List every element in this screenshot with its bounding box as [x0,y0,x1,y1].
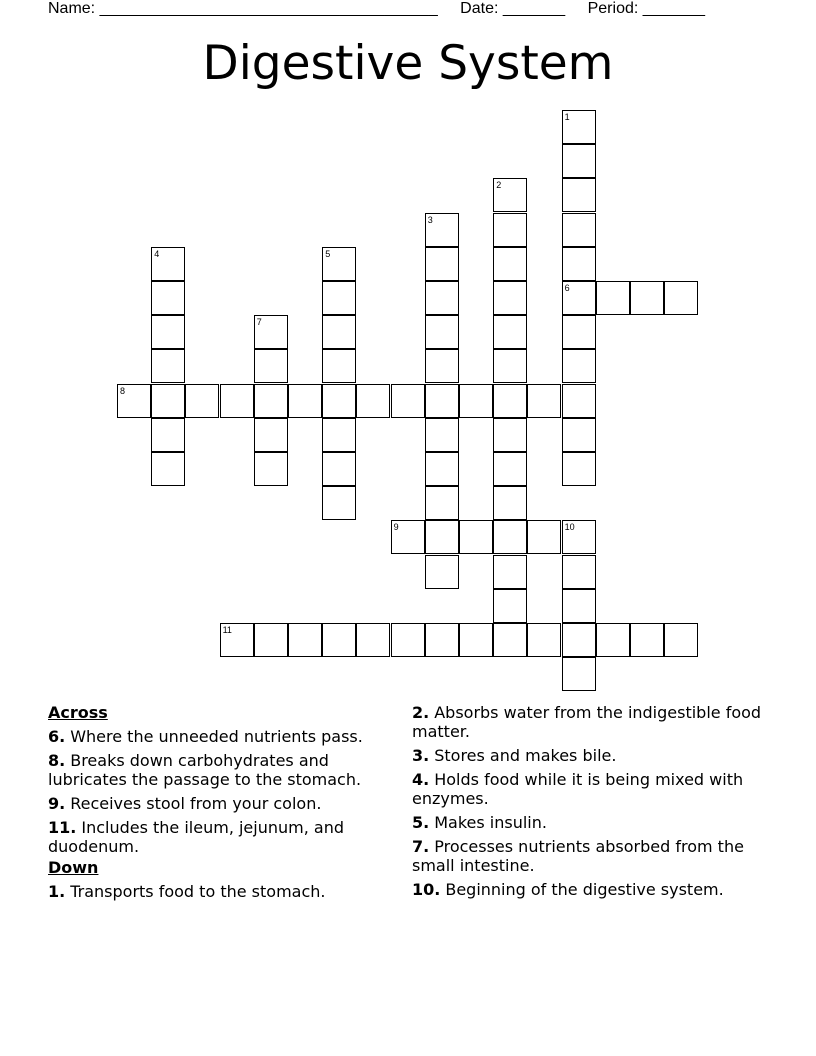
crossword-cell[interactable] [425,486,459,520]
page-title: Digestive System [202,36,614,91]
crossword-cell[interactable] [527,520,561,554]
crossword-cell[interactable] [664,281,698,315]
crossword-cell[interactable] [493,520,527,554]
crossword-cell[interactable] [425,520,459,554]
crossword-cell[interactable] [493,178,527,212]
crossword-cell[interactable] [493,213,527,247]
crossword-cell[interactable] [356,623,390,657]
down-clue-4 [412,770,772,808]
across-clue-11 [48,818,408,856]
clue-number-label: 11 [222,625,232,635]
crossword-cell[interactable] [322,315,356,349]
crossword-cell[interactable] [425,384,459,418]
crossword-cell[interactable] [562,315,596,349]
across-heading: Across [48,703,108,722]
clue-text: Breaks down carbohydrates and lubricates the passage to the stomach. [48,751,362,789]
crossword-cell[interactable] [493,486,527,520]
crossword-cell[interactable] [322,418,356,452]
crossword-cell[interactable] [322,486,356,520]
crossword-cell[interactable] [288,623,322,657]
crossword-cell[interactable] [254,349,288,383]
crossword-cell[interactable] [425,418,459,452]
clue-number: 1. [48,882,66,901]
crossword-cell[interactable] [493,555,527,589]
crossword-cell[interactable] [527,384,561,418]
clue-number: 8. [48,751,66,770]
crossword-cell[interactable] [630,623,664,657]
clue-text: Includes the ileum, jejunum, and duodenum. [48,818,344,856]
name-field-label[interactable]: Name: ______________________________________ [48,0,438,17]
crossword-cell[interactable] [151,281,185,315]
across-clue-8 [48,751,408,789]
crossword-cell[interactable] [664,623,698,657]
crossword-cell[interactable] [151,247,185,281]
clue-number-label: 10 [564,522,575,533]
crossword-cell[interactable] [493,623,527,657]
down-clue-10 [412,880,772,899]
crossword-cell[interactable] [562,247,596,281]
clue-text: Transports food to the stomach. [70,882,326,901]
clue-text: Stores and makes bile. [434,746,617,765]
clue-text: Beginning of the digestive system. [445,880,724,899]
crossword-cell[interactable] [425,247,459,281]
crossword-cell[interactable] [391,384,425,418]
crossword-cell[interactable] [596,623,630,657]
crossword-cell[interactable] [425,555,459,589]
crossword-cell[interactable] [493,384,527,418]
clue-text: Receives stool from your colon. [70,794,322,813]
crossword-cell[interactable] [562,452,596,486]
clue-number: 5. [412,813,430,832]
crossword-cell[interactable] [459,384,493,418]
crossword-cell[interactable] [493,349,527,383]
crossword-cell[interactable] [562,349,596,383]
crossword-cell[interactable] [562,623,596,657]
crossword-cell[interactable] [562,555,596,589]
crossword-cell[interactable] [527,623,561,657]
clue-number-label: 1 [564,112,570,122]
clue-text: Holds food while it is being mixed with enzymes. [412,770,744,808]
crossword-cell[interactable] [322,281,356,315]
crossword-cell[interactable] [562,589,596,623]
crossword-cell[interactable] [254,315,288,349]
clues-left-column [48,703,408,906]
clue-number: 10. [412,880,441,899]
clue-number-label: 7 [256,317,262,328]
crossword-cell[interactable] [493,247,527,281]
crossword-cell[interactable] [459,623,493,657]
crossword-cell[interactable] [425,213,459,247]
crossword-cell[interactable] [425,452,459,486]
crossword-cell[interactable] [322,384,356,418]
crossword-cell[interactable] [151,384,185,418]
down-clue-3 [412,746,772,765]
clue-number: 3. [412,746,430,765]
crossword-cell[interactable] [425,281,459,315]
crossword-cell[interactable] [493,281,527,315]
down-clue-2 [412,703,772,741]
clue-number: 9. [48,794,66,813]
crossword-cell[interactable] [254,452,288,486]
crossword-cell[interactable] [151,349,185,383]
down-clue-1 [48,882,408,901]
crossword-cell[interactable] [562,144,596,178]
crossword-cell[interactable] [151,452,185,486]
clue-text: Absorbs water from the indigestible food matter. [412,703,762,741]
crossword-cell[interactable] [596,281,630,315]
clue-text: Where the unneeded nutrients pass. [70,727,363,746]
crossword-cell[interactable] [322,349,356,383]
clue-number-label: 9 [393,522,399,533]
clue-number-label: 4 [154,248,160,259]
clue-number-label: 3 [427,214,433,225]
down-heading: Down [48,858,99,877]
crossword-cell[interactable] [562,213,596,247]
crossword-cell[interactable] [254,384,288,418]
clue-number: 2. [412,703,430,722]
crossword-cell[interactable] [322,452,356,486]
crossword-cell[interactable] [288,384,322,418]
crossword-cell[interactable] [391,520,425,554]
clue-number-label: 6 [564,283,570,293]
crossword-cell[interactable] [562,178,596,212]
clue-text: Makes insulin. [434,813,547,832]
crossword-cell[interactable] [425,623,459,657]
crossword-cell[interactable] [254,623,288,657]
clues-right-column [412,703,772,904]
crossword-cell[interactable] [151,418,185,452]
crossword-cell[interactable] [425,315,459,349]
crossword-cell[interactable] [220,384,254,418]
down-clue-5 [412,813,772,832]
crossword-cell[interactable] [562,657,596,691]
crossword-cell[interactable] [562,281,596,315]
crossword-cell[interactable] [459,520,493,554]
crossword-cell[interactable] [493,418,527,452]
clue-number-label: 2 [496,180,502,191]
crossword-cell[interactable] [562,110,596,144]
crossword-cell[interactable] [425,349,459,383]
crossword-cell[interactable] [322,623,356,657]
crossword-cell[interactable] [391,623,425,657]
clue-number: 7. [412,837,430,856]
crossword-cell[interactable] [493,315,527,349]
clue-number-label: 5 [325,248,331,259]
crossword-cell[interactable] [185,384,219,418]
clue-number: 4. [412,770,430,789]
crossword-cell[interactable] [220,623,254,657]
crossword-cell[interactable] [151,315,185,349]
crossword-cell[interactable] [356,384,390,418]
crossword-cell[interactable] [562,418,596,452]
clue-text: Processes nutrients absorbed from the small intestine. [412,837,744,875]
across-clue-9 [48,794,408,813]
across-clue-6 [48,727,408,746]
date-field-label[interactable]: Date: _______ [460,0,566,17]
crossword-cell[interactable] [493,589,527,623]
crossword-cell[interactable] [493,452,527,486]
crossword-cell[interactable] [562,520,596,554]
clue-number-label: 8 [120,385,126,396]
crossword-cell[interactable] [322,247,356,281]
crossword-cell[interactable] [562,384,596,418]
period-field-label[interactable]: Period: _______ [587,0,706,17]
clue-number: 6. [48,727,66,746]
crossword-cell[interactable] [630,281,664,315]
down-clue-7 [412,837,772,875]
crossword-cell[interactable] [117,384,151,418]
clue-number: 11. [48,818,77,837]
crossword-cell[interactable] [254,418,288,452]
